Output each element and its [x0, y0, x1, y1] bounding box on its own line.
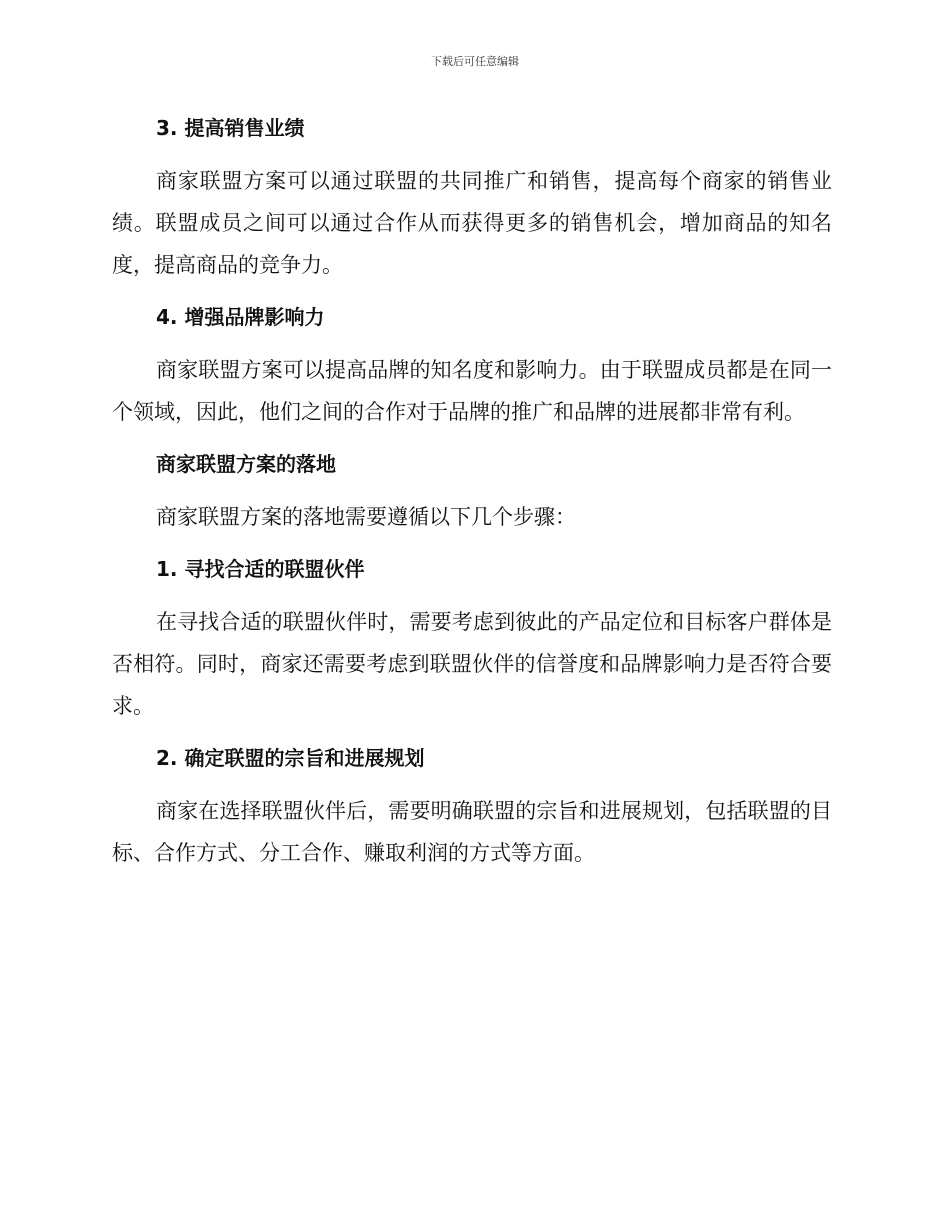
document-body	[112, 108, 832, 874]
section-define-purpose	[112, 738, 832, 874]
section-heading: 3. 提高销售业绩	[156, 116, 305, 140]
section-paragraph: 在寻找合适的联盟伙伴时，需要考虑到彼此的产品定位和目标客户群体是否相符。同时，商家还需要考虑到联盟伙伴的信誉度和品牌影响力是否符合要求。	[112, 610, 832, 718]
section-find-partners	[112, 549, 832, 738]
page-header: 下载后可任意编辑	[431, 55, 519, 68]
section-sales-performance	[112, 108, 832, 297]
section-heading: 4. 增强品牌影响力	[156, 305, 325, 329]
section-heading: 1. 寻找合适的联盟伙伴	[156, 557, 365, 581]
section-paragraph: 商家联盟方案可以通过联盟的共同推广和销售，提高每个商家的销售业绩。联盟成员之间可以通过合作从而获得更多的销售机会，增加商品的知名度，提高商品的竞争力。	[112, 169, 832, 277]
section-heading: 商家联盟方案的落地	[156, 452, 336, 476]
section-paragraph: 商家在选择联盟伙伴后，需要明确联盟的宗旨和进展规划，包括联盟的目标、合作方式、分工合作、赚取利润的方式等方面。	[112, 799, 832, 865]
section-paragraph: 商家联盟方案的落地需要遵循以下几个步骤：	[156, 505, 576, 529]
section-heading: 2. 确定联盟的宗旨和进展规划	[156, 746, 425, 770]
section-paragraph: 商家联盟方案可以提高品牌的知名度和影响力。由于联盟成员都是在同一个领域，因此，他们之间的合作对于品牌的推广和品牌的进展都非常有利。	[112, 358, 832, 424]
section-brand-influence	[112, 297, 832, 444]
section-implementation	[112, 444, 832, 549]
